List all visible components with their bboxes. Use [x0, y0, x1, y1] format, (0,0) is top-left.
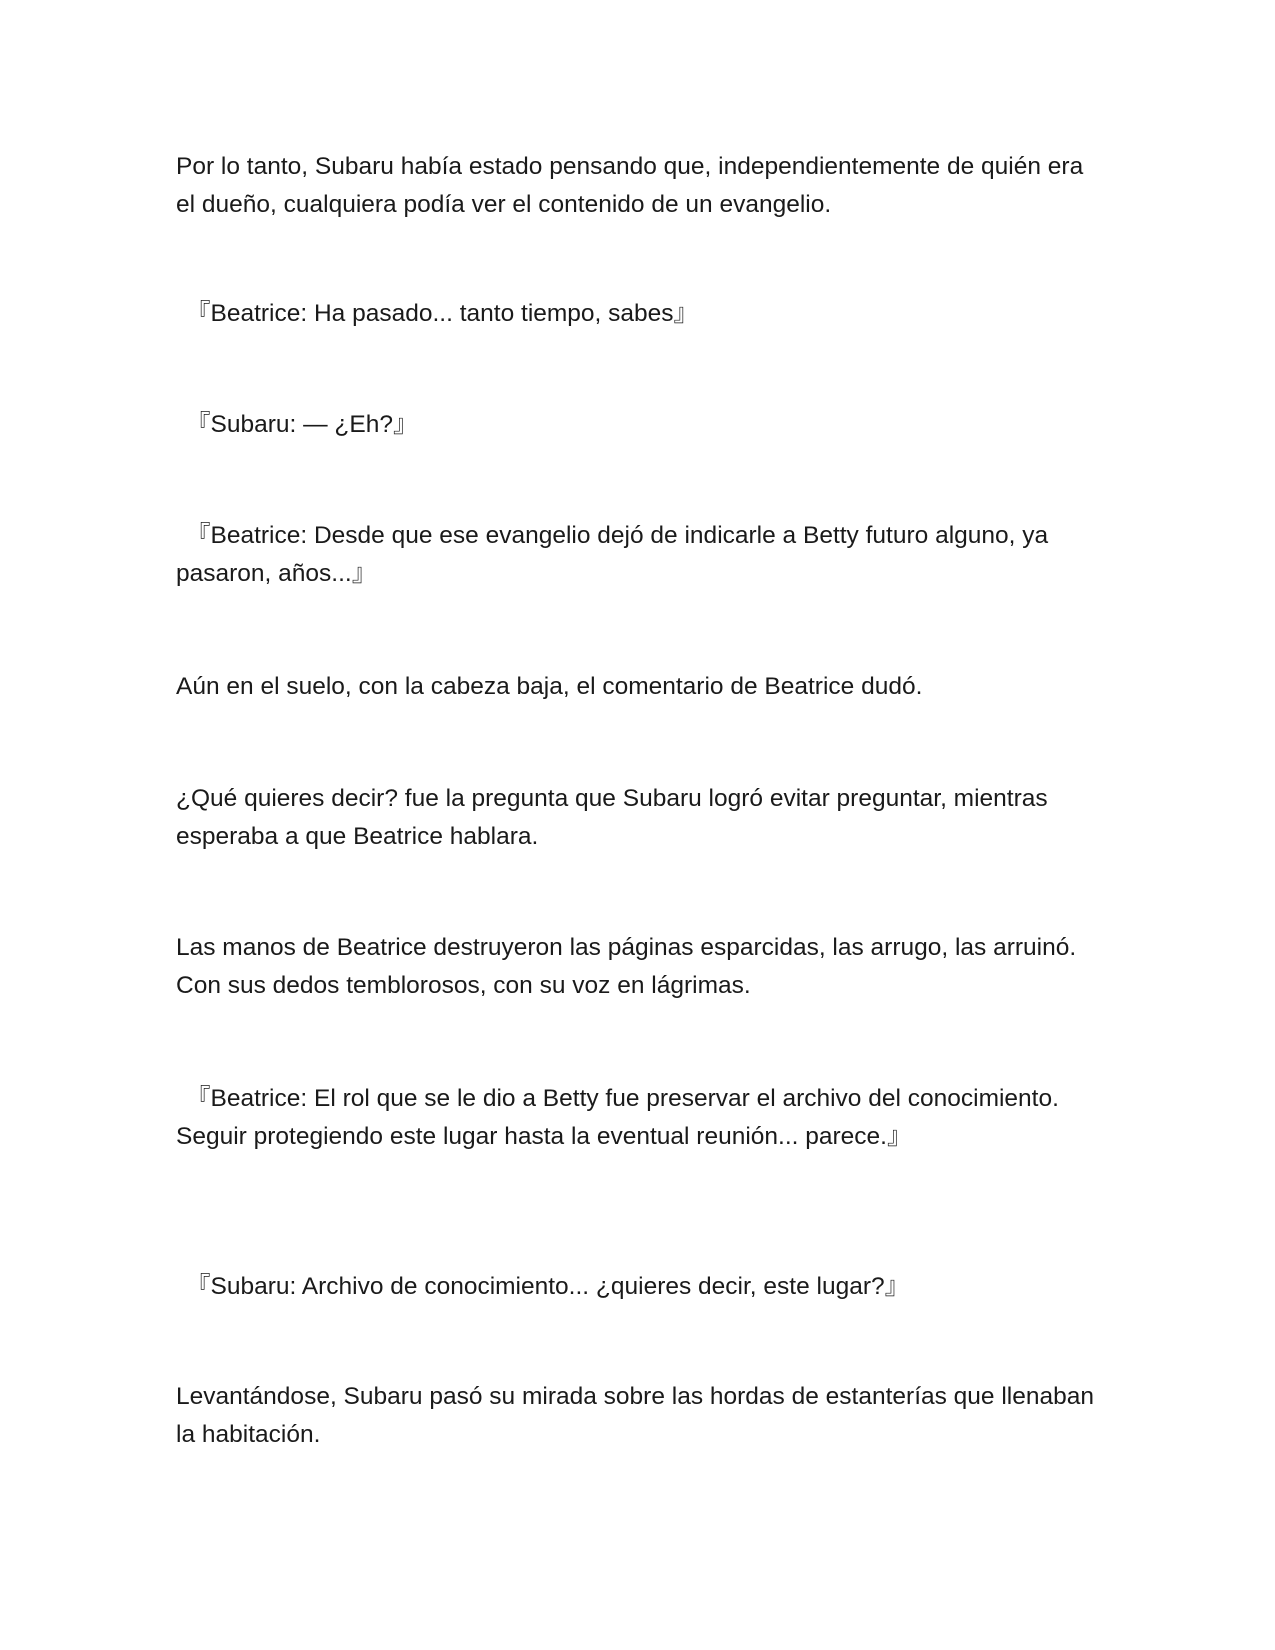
dialogue-paragraph: 『Subaru: Archivo de conocimiento... ¿quieres decir, este lugar?』 — [186, 1273, 910, 1300]
narration-paragraph: Por lo tanto, Subaru había estado pensando que, independientemente de quién era el dueño, cualquiera podía ver el contenido de un evangelio. — [176, 153, 1084, 218]
narration-paragraph: Aún en el suelo, con la cabeza baja, el comentario de Beatrice dudó. — [176, 673, 923, 700]
narration-paragraph: Levantándose, Subaru pasó su mirada sobre las hordas de estanterías que llenaban la habitación. — [176, 1383, 1095, 1448]
narration-paragraph: Las manos de Beatrice destruyeron las páginas esparcidas, las arrugo, las arruinó. Con sus dedos temblorosos, con su voz en lágrimas. — [176, 934, 1077, 999]
dialogue-paragraph: 『Beatrice: El rol que se le dio a Betty fue preservar el archivo del conocimiento. Seguir protegiendo este lugar hasta la eventual reunión... parece.』 — [176, 1085, 1059, 1150]
dialogue-paragraph: 『Subaru: — ¿Eh?』 — [186, 411, 418, 438]
dialogue-paragraph: 『Beatrice: Desde que ese evangelio dejó de indicarle a Betty futuro alguno, ya pasaron, años...』 — [176, 522, 1049, 587]
narration-paragraph: ¿Qué quieres decir? fue la pregunta que Subaru logró evitar preguntar, mientras esperaba a que Beatrice hablara. — [176, 785, 1048, 850]
dialogue-paragraph: 『Beatrice: Ha pasado... tanto tiempo, sabes』 — [186, 300, 699, 327]
